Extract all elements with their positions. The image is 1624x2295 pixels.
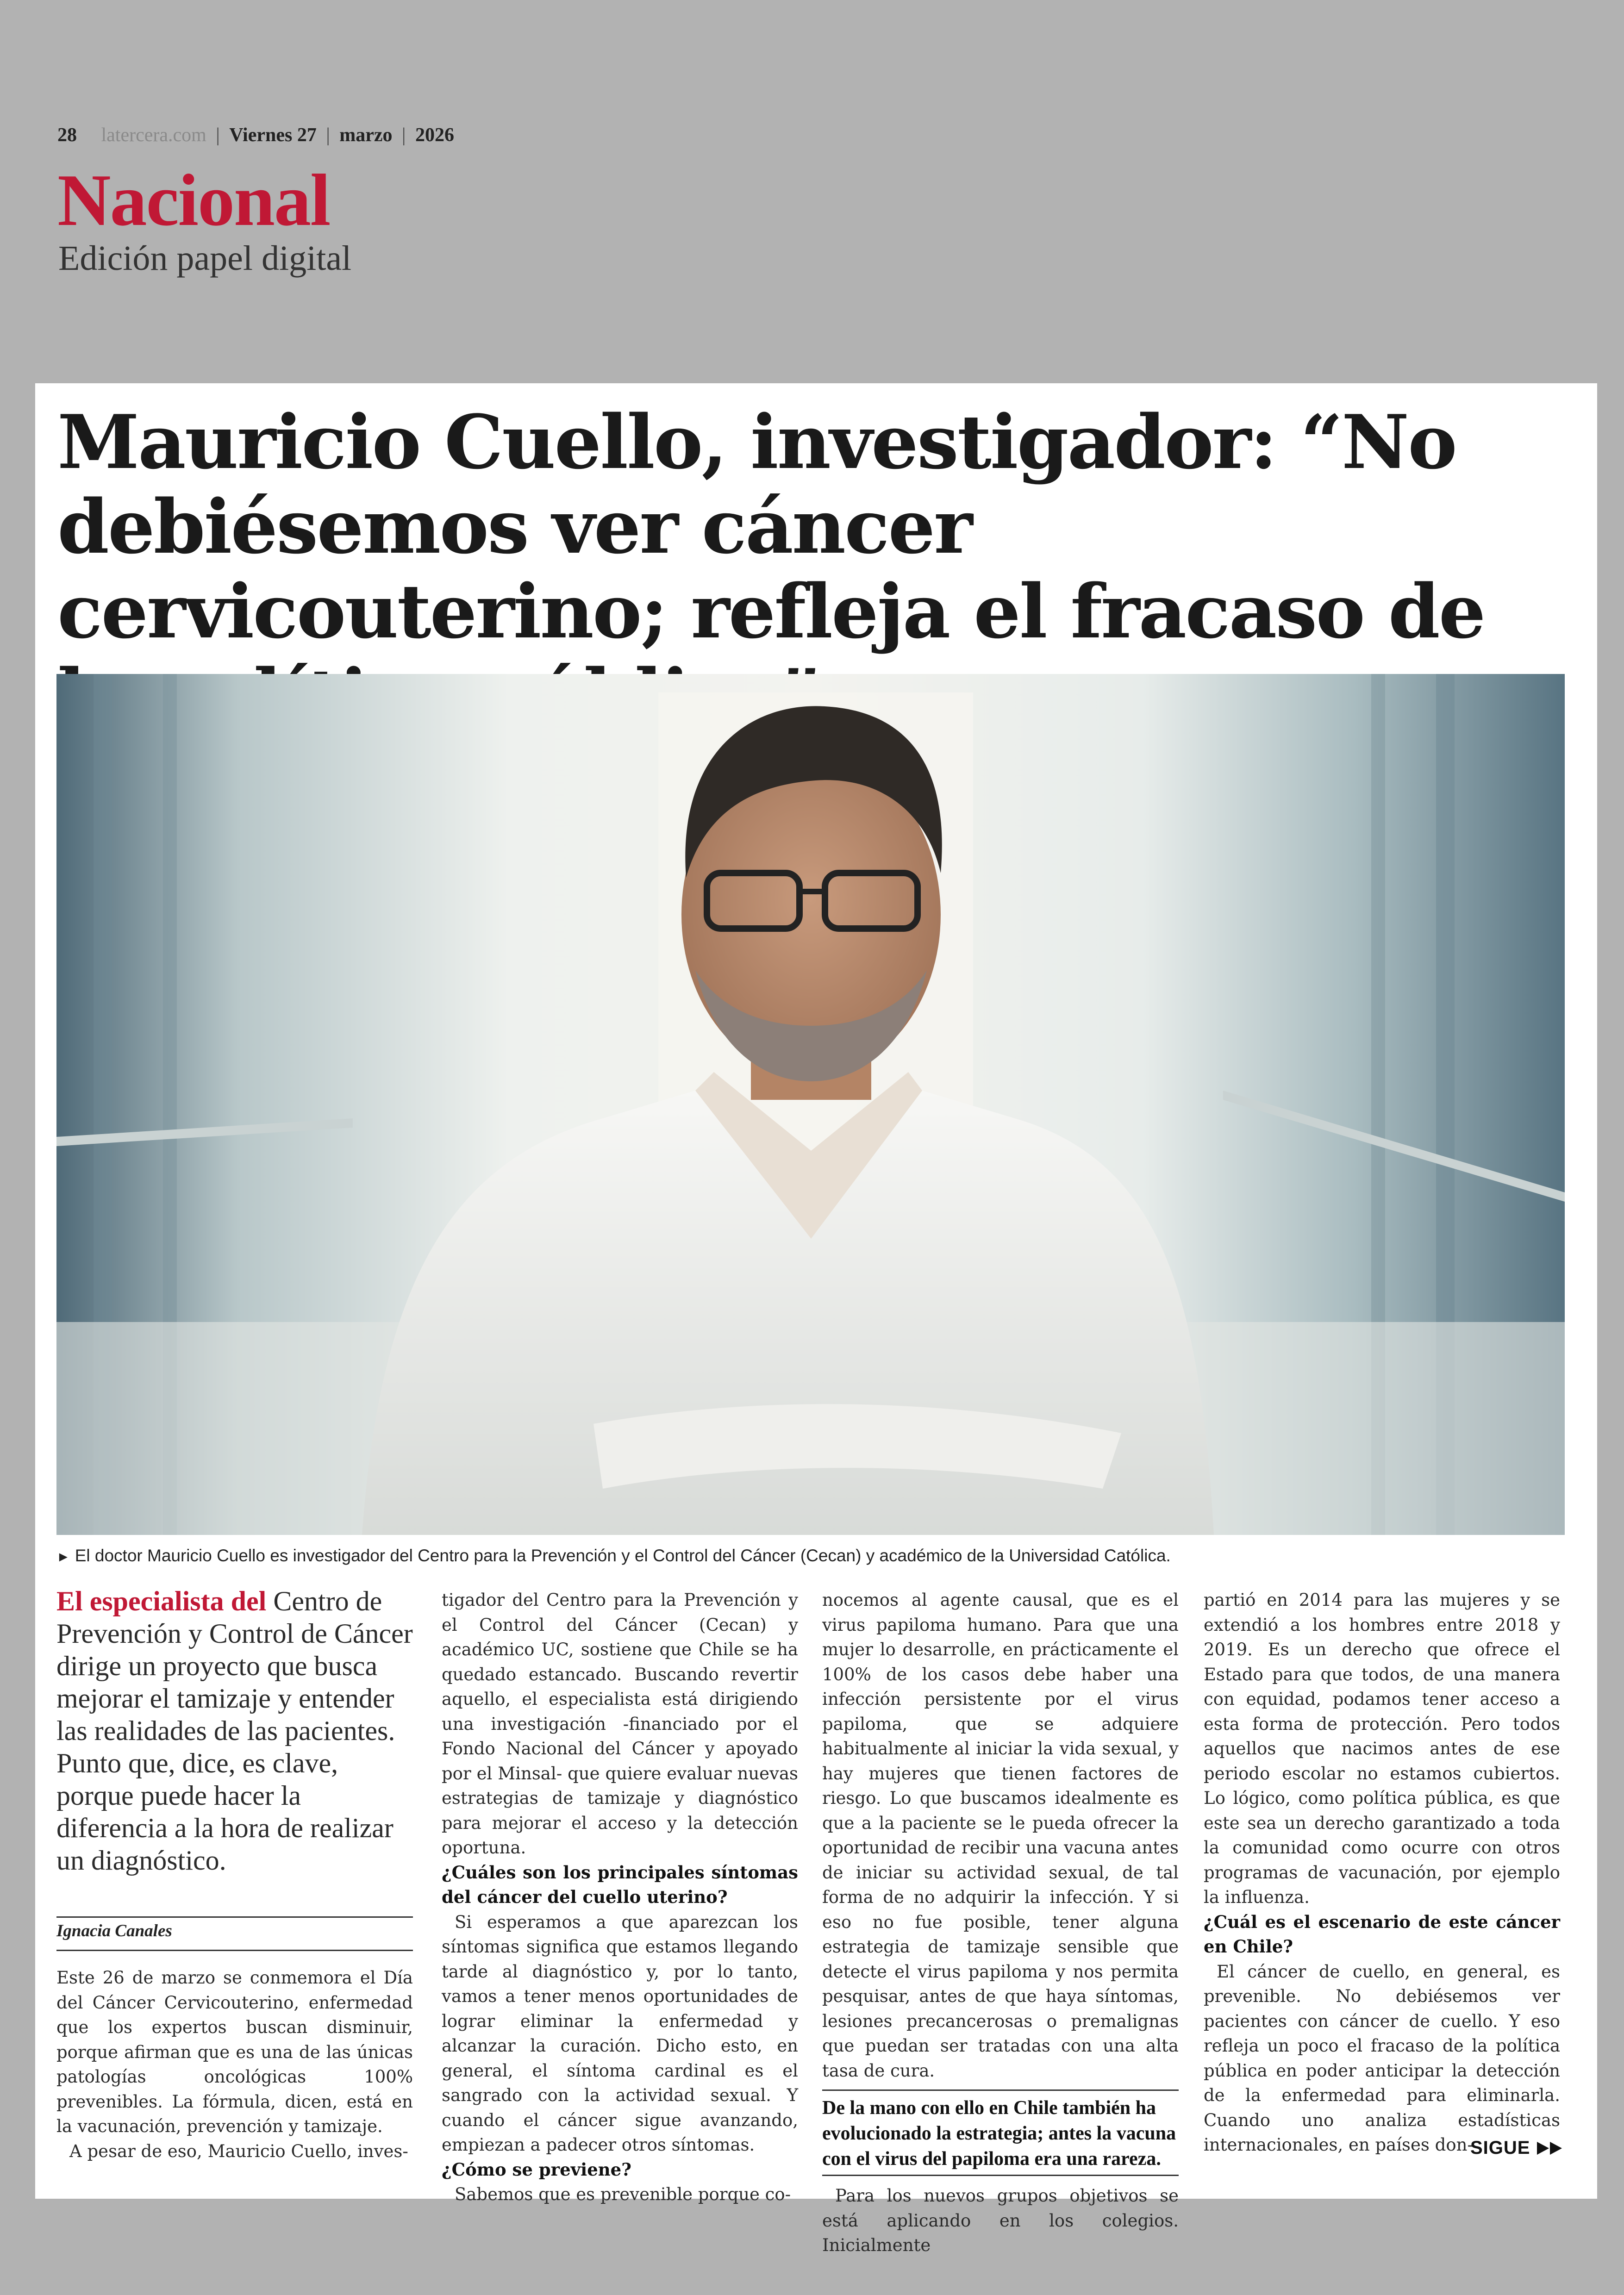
section-title: Nacional	[57, 159, 330, 241]
photo-caption	[56, 1546, 1565, 1565]
article-photo	[56, 674, 1565, 1535]
paragraph: Este 26 de marzo se conmemora el Día del Cáncer Cervicouterino, enfermedad que los expertos buscan disminuir, porque afirman que es una de las únicas patologías oncológicas 100% prevenibles. La fórmula, dicen, está en la vacunación, prevención y tamizaje.	[56, 1968, 413, 2136]
paragraph: El cáncer de cuello, en general, es prevenible. No debiésemos ver pacientes con cáncer de cuello. Y eso refleja un poco el fracaso de la política pública en poder anticipar la detección de la enfermedad para eliminarla. Cuando uno analiza estadísticas internacionales, en países don-	[1204, 1961, 1560, 2155]
text-column-1	[56, 1965, 413, 2164]
article-panel	[35, 383, 1597, 2255]
separator: |	[326, 125, 330, 146]
byline-divider	[56, 1916, 413, 1918]
continue-link[interactable]	[1470, 2138, 1564, 2158]
lead-kicker: El especialista del	[56, 1586, 267, 1616]
article-headline: Mauricio Cuello, investigador: “No debiésemos ver cáncer cervicouterino; refleja el fracaso de	[57, 399, 1485, 655]
separator: |	[216, 125, 220, 146]
paragraph: Sabemos que es prevenible porque co-	[455, 2184, 791, 2204]
portrait-photo	[56, 674, 1565, 1535]
paragraph: partió en 2014 para las mujeres y se extendió a los hombres entre 2018 y 2019. Es un derecho que ofrece el Estado para que todos, de una manera con equidad, podamos tener acceso a esta forma de protección. Pero todos aquellos que nacimos antes de ese periodo escolar no estamos cubiertos. Lo lógico, como política pública, es que este sea un derecho garantizado a toda la comunidad como ocurre con otros programas de vacunación, por ejemplo la influenza.	[1204, 1590, 1560, 1907]
paragraph: Para los nuevos grupos objetivos se está aplicando en los colegios. Inicialmente	[822, 2186, 1179, 2255]
text-column-4	[1204, 1588, 1560, 2158]
byline-divider	[56, 1950, 413, 1951]
date-day: Viernes 27	[229, 125, 317, 146]
paragraph: Si esperamos a que aparezcan los síntomas significa que estamos llegando tarde al diagnóstico y, por lo tanto, vamos a tener menos oportunidades de lograr eliminar la enfermedad y alcanzar la curación. Dicho esto, en general, el síntoma cardinal es el sangrado con la actividad sexual. Y cuando el cáncer sigue avanzando, empiezan a padecer otros síntomas.	[442, 1912, 798, 2155]
article-lead	[56, 1585, 413, 1877]
paragraph: tigador del Centro para la Prevención y el Control del Cáncer (Cecan) y académico UC, sostiene que Chile se ha quedado estancado. Buscando revertir aquello, el especialista está dirigiendo una investigación -financiado por el Fondo Nacional del Cáncer y apoyado por el Minsal- que quiere evaluar nuevas estrategias de tamizaje y diagnóstico para mejorar el acceso y la detección oportuna.	[442, 1590, 798, 1858]
interview-question: ¿Cómo se previene?	[442, 2159, 631, 2180]
date-year: 2026	[415, 125, 454, 146]
lead-text: Centro de Prevención y Control de Cáncer dirige un proyecto que busca mejorar el tamizaje y entender las realidades de las pacientes. Punto que, dice, es clave, porque puede hacer la diferencia a la hora de realizar un diagnóstico.	[56, 1586, 413, 1876]
caption-marker-icon: ►	[56, 1549, 70, 1565]
page-number: 28	[57, 125, 77, 146]
date-month: marzo	[339, 125, 393, 146]
paragraph: nocemos al agente causal, que es el virus papiloma humano. Para que una mujer lo desarrolle, en prácticamente el 100% de los casos debe haber una infección persistente por el virus papiloma, que se adquiere habitualmente al iniciar la vida sexual, y hay mujeres que tienen factores de riesgo. Lo que buscamos idealmente es que a la paciente se le pueda ofrecer la oportunidad de recibir una vacuna antes de iniciar su actividad sexual, de tal forma de no adquirir la infección. Y si eso no fue posible, tener alguna estrategia de tamizaje sensible que detecte el virus papiloma y nos permita pesquisar, antes de que haya síntomas, lesiones precancerosas o premalignas que puedan ser tratadas con una alta tasa de cura.	[822, 1590, 1179, 2081]
text-column-3	[822, 1588, 1179, 2258]
separator: |	[402, 125, 406, 146]
site-name: latercera.com	[101, 125, 206, 146]
edition-label: Edición papel digital	[58, 239, 352, 278]
caption-text: El doctor Mauricio Cuello es investigador del Centro para la Prevención y el Control del Cáncer (Cecan) y académico de la Universidad Católica.	[75, 1546, 1171, 1565]
text-column-2	[442, 1588, 798, 2207]
continue-label: SIGUE	[1470, 2138, 1530, 2158]
interview-question: ¿Cuál es el escenario de este cáncer en Chile?	[1204, 1911, 1560, 1957]
paragraph: A pesar de eso, Mauricio Cuello, inves-	[69, 2141, 408, 2161]
double-arrow-right-icon	[1536, 2141, 1564, 2156]
byline: Ignacia Canales	[56, 1921, 172, 1940]
pull-quote: De la mano con ello en Chile también ha evolucionado la estrategia; antes la vacuna con el virus del papiloma era una rareza.	[822, 2089, 1179, 2176]
page-meta-line	[57, 124, 454, 146]
interview-question: ¿Cuáles son los principales síntomas del cáncer del cuello uterino?	[442, 1862, 798, 1907]
